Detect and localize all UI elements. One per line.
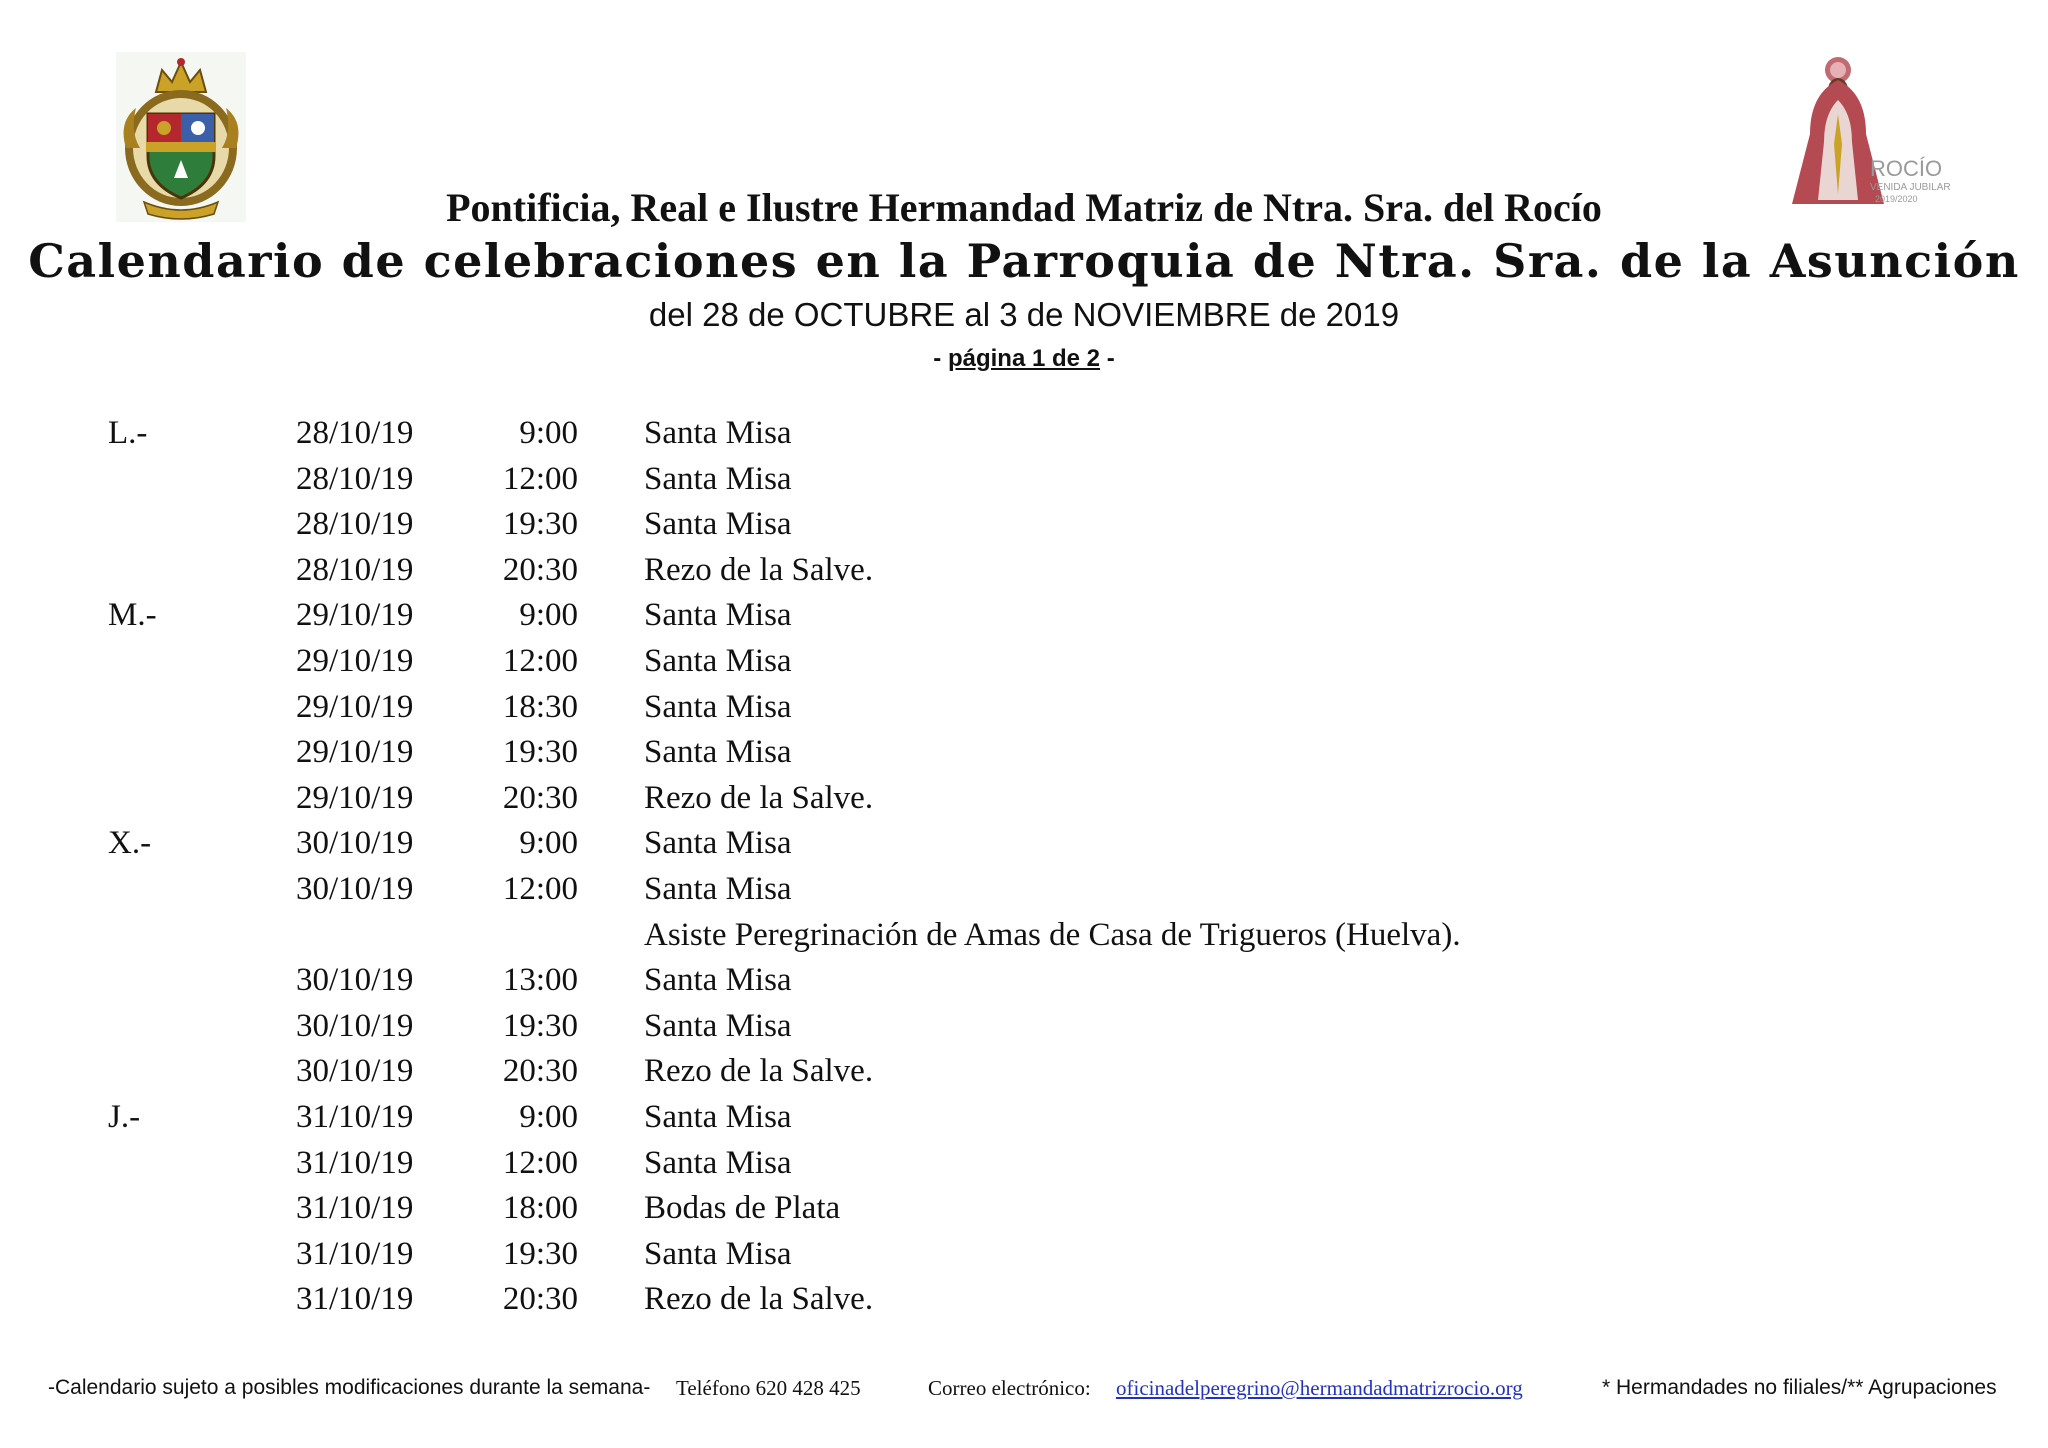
schedule-row (0, 506, 2048, 552)
schedule-time: 19:30 (502, 1007, 578, 1044)
schedule-row (0, 734, 2048, 780)
footer-email-link[interactable]: oficinadelperegrino@hermandadmatrizrocio.org (1116, 1376, 1523, 1400)
schedule-date: 30/10/19 (296, 962, 414, 999)
page-indicator-label: página 1 de 2 (947, 345, 1101, 372)
schedule-date: 31/10/19 (296, 1235, 414, 1272)
schedule-row (0, 780, 2048, 826)
schedule-row (0, 1281, 2048, 1327)
footer (0, 1376, 2048, 1406)
schedule-event: Santa Misa (644, 1144, 792, 1181)
schedule-date: 29/10/19 (296, 734, 414, 771)
footer-disclaimer: -Calendario sujeto a posibles modificaciones durante la semana- (48, 1376, 651, 1399)
schedule-row (0, 1236, 2048, 1282)
schedule-event: Rezo de la Salve. (644, 551, 874, 588)
schedule-time: 20:30 (502, 1281, 578, 1318)
schedule-date: 28/10/19 (296, 506, 414, 543)
schedule-time: 12:00 (502, 460, 578, 497)
schedule-row (0, 1053, 2048, 1099)
schedule-time: 12:00 (502, 870, 578, 907)
schedule-row (0, 871, 2048, 917)
schedule-time: 9:00 (519, 597, 578, 634)
schedule-row (0, 415, 2048, 461)
schedule-time: 12:00 (502, 1144, 578, 1181)
schedule-date: 29/10/19 (296, 779, 414, 816)
schedule-row (0, 825, 2048, 871)
schedule-event: Asiste Peregrinación de Amas de Casa de Trigueros (Huelva). (644, 916, 1461, 953)
schedule-row (0, 1190, 2048, 1236)
schedule-row (0, 1008, 2048, 1054)
schedule-row (0, 689, 2048, 735)
schedule-row (0, 1145, 2048, 1191)
schedule-event: Rezo de la Salve. (644, 1281, 874, 1318)
schedule-time: 19:30 (502, 734, 578, 771)
schedule-event: Bodas de Plata (644, 1190, 841, 1227)
schedule-row (0, 597, 2048, 643)
schedule-event: Rezo de la Salve. (644, 1053, 874, 1090)
svg-text:2019/2020: 2019/2020 (1875, 194, 1918, 204)
schedule-event: Santa Misa (644, 1007, 792, 1044)
footer-email-label: Correo electrónico: (928, 1376, 1091, 1400)
schedule-time: 20:30 (502, 779, 578, 816)
schedule-row (0, 643, 2048, 689)
schedule-time: 20:30 (502, 1053, 578, 1090)
schedule-row (0, 552, 2048, 598)
footer-phone: Teléfono 620 428 425 (676, 1376, 861, 1400)
schedule-day: J.- (108, 1098, 141, 1135)
schedule-time: 9:00 (519, 415, 578, 451)
schedule-date: 31/10/19 (296, 1144, 414, 1181)
calendar-title: Calendario de celebraciones en la Parroquia de Ntra. Sra. de la Asunción (28, 234, 2020, 288)
schedule-event: Santa Misa (644, 597, 792, 634)
schedule-date: 31/10/19 (296, 1190, 414, 1227)
schedule-event: Santa Misa (644, 870, 792, 907)
schedule-day: X.- (108, 825, 152, 862)
svg-text:VENIDA JUBILAR: VENIDA JUBILAR (1870, 182, 1951, 193)
schedule-event: Santa Misa (644, 962, 792, 999)
schedule-event: Santa Misa (644, 415, 792, 451)
schedule-date: 30/10/19 (296, 1053, 414, 1090)
schedule-date: 28/10/19 (296, 551, 414, 588)
schedule-date: 29/10/19 (296, 597, 414, 634)
schedule-event: Santa Misa (644, 1098, 792, 1135)
page-indicator: - página 1 de 2 - (933, 345, 1115, 372)
date-range: del 28 de OCTUBRE al 3 de NOVIEMBRE de 2019 (648, 296, 1400, 333)
schedule-event: Santa Misa (644, 688, 792, 725)
schedule-time: 9:00 (519, 825, 578, 862)
schedule-date: 30/10/19 (296, 825, 414, 862)
schedule-row (0, 1099, 2048, 1145)
schedule-event: Santa Misa (644, 1235, 792, 1272)
schedule-time: 12:00 (502, 642, 578, 679)
schedule-date: 28/10/19 (296, 460, 414, 497)
schedule-event: Santa Misa (644, 642, 792, 679)
schedule-time: 18:30 (502, 688, 578, 725)
schedule-event: Santa Misa (644, 460, 792, 497)
schedule-date: 30/10/19 (296, 870, 414, 907)
schedule-time: 19:30 (502, 1235, 578, 1272)
schedule-time: 20:30 (502, 551, 578, 588)
organization-name: Pontificia, Real e Ilustre Hermandad Matriz de Ntra. Sra. del Rocío (446, 185, 1602, 230)
schedule-event: Rezo de la Salve. (644, 779, 874, 816)
schedule-date: 31/10/19 (296, 1281, 414, 1318)
schedule-time: 9:00 (519, 1098, 578, 1135)
schedule-day: M.- (108, 597, 157, 634)
schedule-event: Santa Misa (644, 734, 792, 771)
footer-legend: * Hermandades no filiales/** Agrupaciones (1602, 1376, 1997, 1399)
schedule-row (0, 962, 2048, 1008)
schedule-date: 30/10/19 (296, 1007, 414, 1044)
schedule-date: 28/10/19 (296, 415, 414, 451)
schedule-date: 29/10/19 (296, 642, 414, 679)
schedule-list (0, 415, 2048, 1327)
schedule-date: 29/10/19 (296, 688, 414, 725)
schedule-event: Santa Misa (644, 825, 792, 862)
svg-text:ROCÍO: ROCÍO (1870, 156, 1943, 181)
schedule-row (0, 461, 2048, 507)
schedule-time: 19:30 (502, 506, 578, 543)
schedule-time: 13:00 (502, 962, 578, 999)
schedule-row (0, 917, 2048, 963)
schedule-time: 18:00 (502, 1190, 578, 1227)
schedule-day: L.- (108, 415, 148, 451)
schedule-date: 31/10/19 (296, 1098, 414, 1135)
schedule-event: Santa Misa (644, 506, 792, 543)
